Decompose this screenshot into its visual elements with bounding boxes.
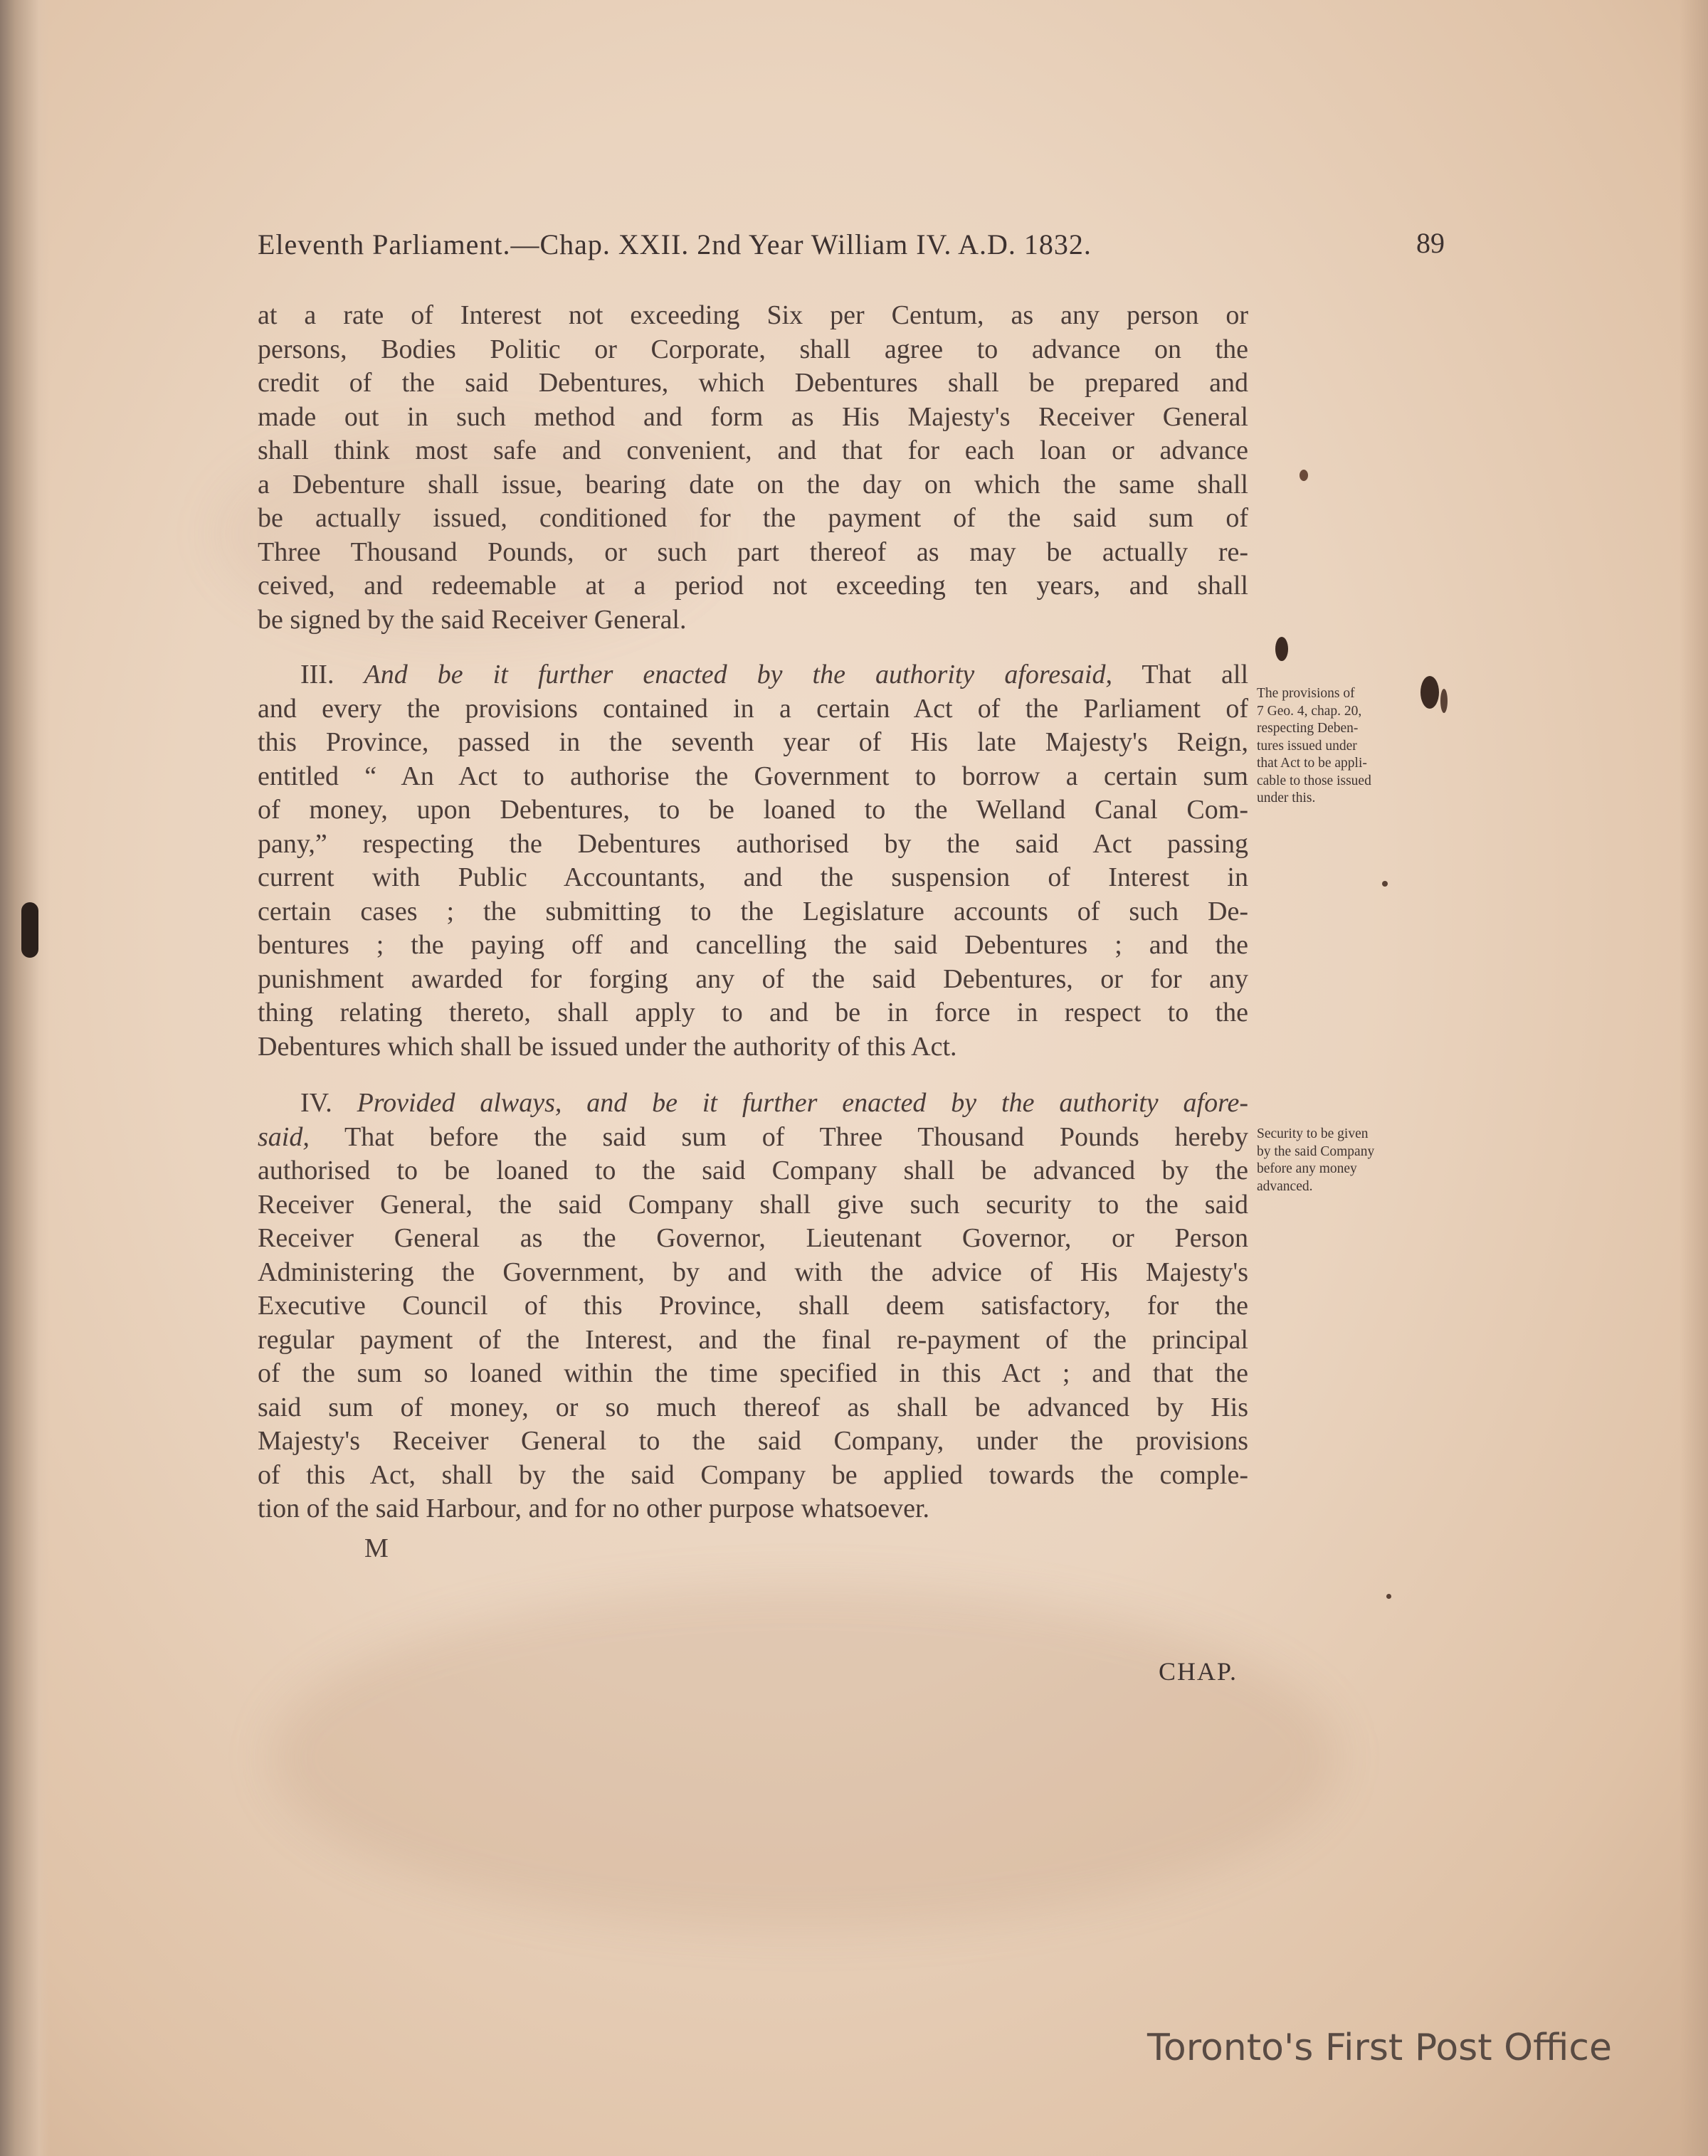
text-line: said sum of money, or so much thereof as shall be advanced by His (258, 1392, 1248, 1422)
text-line: Administering the Government, by and with the advice of His Majesty's (258, 1257, 1248, 1287)
margin-note-line: before any money (1257, 1161, 1357, 1176)
page-number: 89 (1416, 227, 1445, 259)
paper-stain (270, 1587, 1338, 1928)
text-line: be signed by the said Receiver General. (258, 604, 687, 635)
text-line: at a rate of Interest not exceeding Six per Centum, as any person or (258, 300, 1248, 330)
ink-spot (21, 902, 38, 958)
margin-note-line: Security to be given (1257, 1126, 1369, 1141)
binding-edge (0, 0, 50, 2156)
margin-note-line: tures issued under (1257, 738, 1357, 754)
text-line: of money, upon Debentures, to be loaned to the Welland Canal Com- (258, 795, 1248, 825)
text-line: tion of the said Harbour, and for no other purpose whatsoever. (258, 1494, 930, 1523)
section-4-first-line (258, 1087, 1248, 1121)
section-number: III. (300, 660, 334, 689)
text-line: of this Act, shall by the said Company be applied towards the comple- (258, 1459, 1248, 1490)
text-line: Majesty's Receiver General to the said Company, under the provisions (258, 1426, 1248, 1456)
text-line: bentures ; the paying off and cancelling the said Debentures ; and the (258, 930, 1248, 960)
watermark: Toronto's First Post Office (1147, 2026, 1612, 2069)
margin-note-line: that Act to be appli- (1257, 756, 1367, 771)
text-line: Debentures which shall be issued under the authority of this Act. (258, 1031, 957, 1062)
section-3-first-line (258, 658, 1248, 692)
margin-note-line: by the said Company (1257, 1143, 1375, 1159)
margin-note-line: cable to those issued (1257, 773, 1371, 788)
text-line: Executive Council of this Province, shall deem satisfactory, for the (258, 1291, 1248, 1321)
section-number: IV. (300, 1088, 332, 1118)
section-2-continuation (258, 299, 1248, 637)
margin-note-section-3 (1257, 685, 1442, 808)
proviso-clause: Provided always, and be it further enacted by the authority afore- (357, 1088, 1248, 1118)
text-line: thing relating thereto, shall apply to and be in force in respect to the (258, 998, 1248, 1027)
ink-spot (1382, 881, 1388, 887)
text-line: persons, Bodies Politic or Corporate, shall agree to advance on the (258, 334, 1248, 364)
page-edge (1680, 0, 1708, 2156)
text-line: a Debenture shall issue, bearing date on the day on which the same shall (258, 469, 1248, 500)
text-line: pany,” respecting the Debentures authorised by the said Act passing (258, 828, 1248, 859)
text-line: Receiver General as the Governor, Lieutenant Governor, or Person (258, 1223, 1248, 1253)
text-line: made out in such method and form as His Majesty's Receiver General (258, 401, 1248, 432)
text-line: this Province, passed in the seventh year of His late Majesty's Reign, (258, 727, 1248, 757)
ink-spot (1386, 1594, 1391, 1599)
margin-note-section-4 (1257, 1126, 1442, 1195)
margin-note-line: The provisions of (1257, 686, 1355, 701)
text-line: current with Public Accountants, and the suspension of Interest in (258, 862, 1248, 892)
ink-spot (1300, 470, 1308, 481)
text-line: be actually issued, conditioned for the payment of the said sum of (258, 503, 1248, 533)
section-3 (258, 658, 1248, 1064)
text-line: Three Thousand Pounds, or such part thereof as may be actually re- (258, 537, 1248, 567)
text-line: of the sum so loaned within the time specified in this Act ; and that the (258, 1358, 1248, 1388)
text-line: and every the provisions contained in a certain Act of the Parliament of (258, 693, 1248, 724)
catchword: CHAP. (1159, 1657, 1238, 1686)
margin-note-line: respecting Deben- (1257, 721, 1359, 736)
text-line: ceived, and redeemable at a period not exceeding ten years, and shall (258, 571, 1248, 601)
text-line: Receiver General, the said Company shall give such security to the said (258, 1189, 1248, 1220)
signature-mark: M (364, 1533, 389, 1563)
text-line: shall think most safe and convenient, and that for each loan or advance (258, 435, 1248, 465)
ink-spot (1275, 637, 1288, 661)
text-line: entitled “ An Act to authorise the Government to borrow a certain sum (258, 761, 1248, 791)
margin-note-line: under this. (1257, 791, 1316, 805)
section-4 (258, 1087, 1248, 1526)
text-line: authorised to be loaned to the said Company shall be advanced by the (258, 1156, 1248, 1185)
running-header (258, 228, 1453, 261)
enacting-clause: And be it further enacted by the authority aforesaid, (364, 660, 1112, 689)
text-line: regular payment of the Interest, and the final re-payment of the principal (258, 1324, 1248, 1355)
section-4-second-line (258, 1121, 1248, 1155)
text-fragment: That all (1142, 660, 1248, 689)
proviso-clause-end: said, (258, 1121, 310, 1152)
text-line: certain cases ; the submitting to the Legislature accounts of such De- (258, 896, 1248, 926)
text-line: credit of the said Debentures, which Debentures shall be prepared and (258, 368, 1248, 398)
text-line: punishment awarded for forging any of the said Debentures, or for any (258, 963, 1248, 994)
margin-note-line: advanced. (1257, 1178, 1313, 1194)
margin-note-line: 7 Geo. 4, chap. 20, (1257, 703, 1362, 719)
text-fragment: That before the said sum of Three Thousand Pounds hereby (344, 1121, 1248, 1152)
header-text: Eleventh Parliament.—Chap. XXII. 2nd Year William IV. A.D. 1832. (258, 228, 1092, 260)
